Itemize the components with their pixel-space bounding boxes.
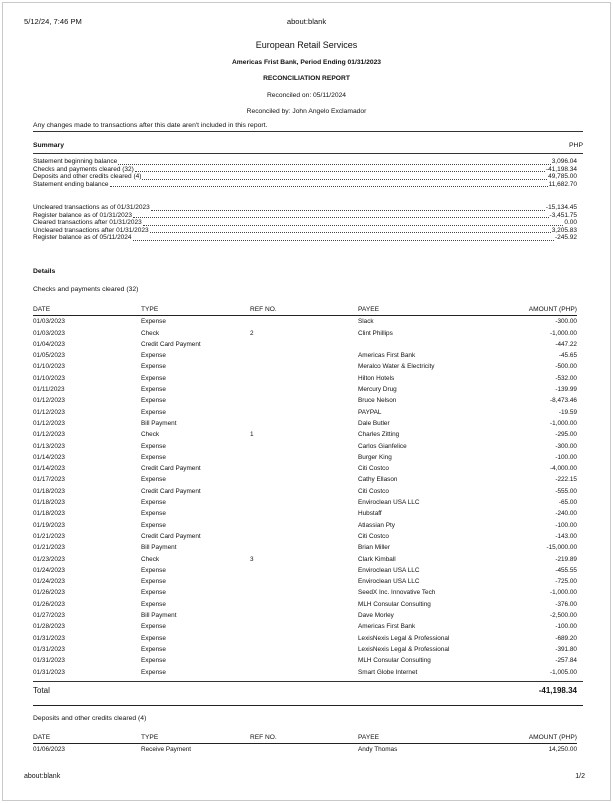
cell-payee: PAYPAL <box>358 408 382 416</box>
cell-type: Expense <box>141 578 166 586</box>
print-datetime: 5/12/24, 7:46 PM <box>24 17 82 26</box>
report-title: RECONCILIATION REPORT <box>263 75 350 82</box>
cell-amount: -139.99 <box>555 386 577 394</box>
table-row <box>33 463 577 474</box>
table-row <box>33 373 577 384</box>
cell-amount: -100.00 <box>555 453 577 461</box>
cell-payee: Carlos Gianfelice <box>358 442 407 450</box>
checks-total-row <box>33 686 577 695</box>
cell-payee: Charles Zitting <box>358 431 400 439</box>
cell-amount: -300.00 <box>555 318 577 326</box>
cell-type: Receive Payment <box>141 746 192 754</box>
cell-date: 01/18/2023 <box>33 510 65 518</box>
divider <box>33 153 583 154</box>
cell-date: 01/31/2023 <box>33 645 65 653</box>
table-row <box>33 644 577 655</box>
cell-payee: Enviroclean USA LLC <box>358 566 420 574</box>
col-payee: PAYEE <box>358 306 380 313</box>
summary-value: 3,205.83 <box>551 226 577 234</box>
cell-date: 01/18/2023 <box>33 499 65 507</box>
cell-date: 01/03/2023 <box>33 329 65 337</box>
summary-label: Checks and payments cleared (32) <box>33 165 134 173</box>
cell-type: Bill Payment <box>141 419 177 427</box>
table-row <box>33 542 577 553</box>
cell-type: Credit Card Payment <box>141 340 201 348</box>
cell-type: Credit Card Payment <box>141 532 201 540</box>
cell-payee: Andy Thomas <box>358 746 398 754</box>
cell-ref <box>250 407 358 418</box>
cell-payee: Enviroclean USA LLC <box>358 499 420 507</box>
header-rule <box>33 315 577 316</box>
cell-amount: -300.00 <box>555 442 577 450</box>
cell-type: Expense <box>141 363 166 371</box>
dotted-leader <box>135 166 545 173</box>
cell-ref <box>250 610 358 621</box>
table-row <box>33 565 577 576</box>
cell-ref <box>250 542 358 553</box>
cell-ref <box>250 520 358 531</box>
deposits-section-heading: Deposits and other credits cleared (4) <box>33 715 147 722</box>
cell-ref <box>250 361 358 372</box>
summary-label: Cleared transactions after 01/31/2023 <box>33 219 142 227</box>
cell-amount: -689.20 <box>555 634 577 642</box>
cell-date: 01/12/2023 <box>33 397 65 405</box>
checks-table-body <box>33 316 577 678</box>
summary-row <box>33 166 577 174</box>
cell-ref <box>250 531 358 542</box>
cell-payee: MLH Consular Consulting <box>358 657 431 665</box>
col-date: DATE <box>33 734 51 741</box>
cell-payee: Clark Kimball <box>358 555 396 563</box>
cell-amount: -240.00 <box>555 510 577 518</box>
cell-payee: MLH Consular Consulting <box>358 600 431 608</box>
cell-type: Expense <box>141 589 166 597</box>
cell-payee: Atlassian Pty <box>358 521 395 529</box>
cell-payee: Americas First Bank <box>358 352 416 360</box>
cell-ref <box>250 452 358 463</box>
cell-date: 01/26/2023 <box>33 600 65 608</box>
cell-type: Expense <box>141 442 166 450</box>
dotted-leader <box>151 204 545 211</box>
summary-row <box>33 158 577 166</box>
summary-value: 3,096.04 <box>551 158 577 165</box>
checks-section-heading: Checks and payments cleared (32) <box>33 286 139 293</box>
cell-type: Bill Payment <box>141 612 177 620</box>
table-row <box>33 508 577 519</box>
summary-currency: PHP <box>569 142 583 149</box>
cell-type: Expense <box>141 600 166 608</box>
cell-date: 01/14/2023 <box>33 453 65 461</box>
cell-amount: -1,000.00 <box>549 419 577 427</box>
cell-payee: Americas First Bank <box>358 623 416 631</box>
cell-date: 01/10/2023 <box>33 363 65 371</box>
cell-ref <box>250 441 358 452</box>
cell-ref <box>250 339 358 350</box>
cell-payee: LexisNexis Legal & Professional <box>358 645 450 653</box>
deposits-table-body <box>33 744 577 755</box>
summary-label: Register balance as of 05/11/2024 <box>33 234 132 242</box>
table-row <box>33 655 577 666</box>
total-label: Total <box>33 686 50 695</box>
cell-payee: Mercury Drug <box>358 386 397 394</box>
cell-date: 01/24/2023 <box>33 578 65 586</box>
table-row <box>33 429 577 440</box>
cell-type: Expense <box>141 386 166 394</box>
summary-label: Register balance as of 01/31/2023 <box>33 211 133 219</box>
dotted-leader <box>133 234 554 241</box>
table-row <box>33 395 577 406</box>
cell-amount: -257.84 <box>555 657 577 665</box>
summary-value: -245.92 <box>554 234 577 242</box>
cell-type: Expense <box>141 566 166 574</box>
table-row <box>33 486 577 497</box>
cell-ref <box>250 486 358 497</box>
dotted-leader <box>133 212 549 219</box>
cell-amount: -45.65 <box>558 352 577 360</box>
cell-date: 01/31/2023 <box>33 634 65 642</box>
summary-row <box>33 219 577 227</box>
cell-date: 01/31/2023 <box>33 657 65 665</box>
table-row <box>33 599 577 610</box>
cell-type: Expense <box>141 623 166 631</box>
cell-ref <box>250 655 358 666</box>
cell-type: Expense <box>141 645 166 653</box>
cell-payee: Smart Globe Internet <box>358 668 418 676</box>
cell-amount: -8,473.46 <box>549 397 577 405</box>
checks-table <box>33 304 577 678</box>
cell-amount: -725.00 <box>555 578 577 586</box>
cell-amount: -100.00 <box>555 521 577 529</box>
summary-label: Uncleared transactions as of 01/31/2023 <box>33 204 150 211</box>
cell-type: Expense <box>141 657 166 665</box>
divider <box>33 131 583 132</box>
summary-value: -15,134.45 <box>545 204 577 211</box>
cell-date: 01/21/2023 <box>33 544 65 552</box>
summary-value: 49,785.00 <box>548 173 577 181</box>
cell-payee: Cathy Ellason <box>358 476 398 484</box>
summary-row <box>33 234 577 242</box>
cell-date: 01/18/2023 <box>33 487 65 495</box>
cell-type: Check <box>141 431 160 439</box>
cell-ref <box>250 395 358 406</box>
table-header <box>33 304 577 315</box>
cell-amount: -143.00 <box>555 532 577 540</box>
cell-type: Expense <box>141 510 166 518</box>
cell-ref <box>250 463 358 474</box>
cell-payee: Clint Phillips <box>358 329 393 337</box>
summary-label: Uncleared transactions after 01/31/2023 <box>33 226 149 234</box>
table-row <box>33 474 577 485</box>
col-amount: AMOUNT (PHP) <box>528 306 577 313</box>
cell-date: 01/04/2023 <box>33 340 65 348</box>
cell-ref <box>250 576 358 587</box>
cell-amount: -1,005.00 <box>549 668 577 676</box>
cell-ref <box>250 644 358 655</box>
reconciled-by: Reconciled by: John Angelo Exclamador <box>246 108 367 115</box>
summary-heading: Summary <box>33 142 64 149</box>
cell-ref: 1 <box>250 431 254 439</box>
summary-row <box>33 181 577 189</box>
cell-ref <box>250 497 358 508</box>
col-type: TYPE <box>141 734 159 741</box>
cell-type: Credit Card Payment <box>141 487 201 495</box>
cell-type: Check <box>141 329 160 337</box>
cell-ref <box>250 587 358 598</box>
cell-date: 01/23/2023 <box>33 555 65 563</box>
cell-payee: Brian Miller <box>358 544 390 552</box>
cell-amount: -219.89 <box>555 555 577 563</box>
cell-payee: Bruce Nelson <box>358 397 397 405</box>
cell-amount: -447.22 <box>555 340 577 348</box>
header-rule <box>33 743 577 744</box>
summary-label: Statement ending balance <box>33 180 109 188</box>
cell-type: Credit Card Payment <box>141 465 201 473</box>
table-row <box>33 587 577 598</box>
cell-amount: -455.55 <box>555 566 577 574</box>
cell-ref <box>250 350 358 361</box>
cell-payee: Citi Costco <box>358 532 389 540</box>
summary-row <box>33 212 577 220</box>
cell-payee: Citi Costco <box>358 465 389 473</box>
divider <box>33 681 583 682</box>
table-row <box>33 744 577 755</box>
company-name: European Retail Services <box>255 40 358 50</box>
cell-date: 01/31/2023 <box>33 668 65 676</box>
cell-type: Expense <box>141 499 166 507</box>
cell-amount: -1,000.00 <box>549 329 577 337</box>
cell-date: 01/28/2023 <box>33 623 65 631</box>
page-number: 1/2 <box>575 773 585 780</box>
table-row <box>33 576 577 587</box>
cell-amount: -15,000.00 <box>546 544 577 552</box>
summary-label: Statement beginning balance <box>33 158 118 165</box>
cell-ref: 2 <box>250 329 254 337</box>
cell-ref <box>250 744 358 755</box>
table-row <box>33 621 577 632</box>
table-row <box>33 531 577 542</box>
cell-payee: Slack <box>358 318 374 326</box>
cell-amount: 14,250.00 <box>548 746 577 754</box>
col-type: TYPE <box>141 306 159 313</box>
details-heading: Details <box>33 268 56 275</box>
cell-amount: -4,000.00 <box>549 465 577 473</box>
cell-date: 01/03/2023 <box>33 318 65 326</box>
cell-date: 01/12/2023 <box>33 408 65 416</box>
cell-ref <box>250 633 358 644</box>
col-ref: REF NO. <box>250 306 277 313</box>
account-period: Americas Frist Bank, Period Ending 01/31/2023 <box>231 59 382 66</box>
cell-date: 01/05/2023 <box>33 352 65 360</box>
cell-payee <box>358 339 508 350</box>
table-row <box>33 452 577 463</box>
cell-payee: Dale Butler <box>358 419 390 427</box>
dotted-leader <box>143 219 564 226</box>
cell-amount: -222.15 <box>555 476 577 484</box>
cell-type: Expense <box>141 453 166 461</box>
cell-date: 01/10/2023 <box>33 374 65 382</box>
divider <box>33 705 583 706</box>
cell-type: Check <box>141 555 160 563</box>
table-row <box>33 384 577 395</box>
cell-amount: -295.00 <box>555 431 577 439</box>
cell-ref <box>250 316 358 327</box>
cell-amount: -19.59 <box>558 408 577 416</box>
cell-payee: SeedX Inc. Innovative Tech <box>358 589 436 597</box>
table-row <box>33 407 577 418</box>
cell-type: Expense <box>141 408 166 416</box>
dotted-leader <box>118 158 550 165</box>
summary-row <box>33 173 577 181</box>
summary-value: 0.00 <box>564 219 577 227</box>
summary-row <box>33 204 577 212</box>
cell-type: Bill Payment <box>141 544 177 552</box>
cell-type: Expense <box>141 352 166 360</box>
cell-amount: -100.00 <box>555 623 577 631</box>
cell-amount: -65.00 <box>558 499 577 507</box>
col-amount: AMOUNT (PHP) <box>528 734 577 741</box>
deposits-table <box>33 732 577 756</box>
col-date: DATE <box>33 306 51 313</box>
cell-type: Expense <box>141 476 166 484</box>
table-row <box>33 350 577 361</box>
table-row <box>33 667 577 678</box>
cell-date: 01/12/2023 <box>33 431 65 439</box>
cell-date: 01/27/2023 <box>33 612 65 620</box>
table-row <box>33 361 577 372</box>
cell-amount: -555.00 <box>555 487 577 495</box>
cell-date: 01/12/2023 <box>33 419 65 427</box>
summary-label: Deposits and other credits cleared (4) <box>33 173 142 181</box>
cell-ref <box>250 565 358 576</box>
table-header <box>33 732 577 743</box>
cell-date: 01/11/2023 <box>33 386 65 394</box>
cell-type: Expense <box>141 397 166 405</box>
cell-amount: -391.80 <box>555 645 577 653</box>
table-row <box>33 554 577 565</box>
table-row <box>33 441 577 452</box>
table-row <box>33 520 577 531</box>
cell-payee: Dave Morley <box>358 612 394 620</box>
cell-type: Expense <box>141 374 166 382</box>
cell-ref <box>250 474 358 485</box>
table-row <box>33 418 577 429</box>
dotted-leader <box>142 173 547 180</box>
print-url-footer: about:blank <box>24 773 61 780</box>
cell-amount: -500.00 <box>555 363 577 371</box>
cell-ref <box>250 384 358 395</box>
summary-value: 11,682.70 <box>548 180 577 188</box>
cell-amount: -2,500.00 <box>549 612 577 620</box>
cell-date: 01/14/2023 <box>33 465 65 473</box>
table-row <box>33 339 577 350</box>
total-amount: -41,198.34 <box>538 686 577 695</box>
cell-amount: -1,000.00 <box>549 589 577 597</box>
cell-ref <box>250 373 358 384</box>
table-row <box>33 497 577 508</box>
summary-value: -3,451.75 <box>549 211 577 219</box>
cell-payee: Hilton Hotels <box>358 374 395 382</box>
col-payee: PAYEE <box>358 734 380 741</box>
table-row <box>33 633 577 644</box>
cell-type: Expense <box>141 634 166 642</box>
cell-date: 01/26/2023 <box>33 589 65 597</box>
cell-payee: Enviroclean USA LLC <box>358 578 420 586</box>
cell-payee: Meralco Water & Electricity <box>358 363 435 371</box>
disclaimer-note: Any changes made to transactions after this date aren't included in this report. <box>33 122 268 129</box>
cell-amount: -376.00 <box>555 600 577 608</box>
cell-payee: LexisNexis Legal & Professional <box>358 634 450 642</box>
cell-ref <box>250 667 358 678</box>
cell-ref <box>250 508 358 519</box>
table-row <box>33 316 577 327</box>
cell-ref <box>250 599 358 610</box>
print-url-header: about:blank <box>286 17 327 26</box>
cell-type: Expense <box>141 668 166 676</box>
dotted-leader <box>150 227 551 234</box>
col-ref: REF NO. <box>250 734 277 741</box>
cell-date: 01/21/2023 <box>33 532 65 540</box>
cell-date: 01/24/2023 <box>33 566 65 574</box>
cell-payee: Citi Costco <box>358 487 389 495</box>
cell-payee: Hubstaff <box>358 510 382 518</box>
cell-ref <box>250 418 358 429</box>
cell-ref <box>250 621 358 632</box>
cell-date: 01/06/2023 <box>33 746 65 754</box>
cell-payee: Burger King <box>358 453 392 461</box>
summary-value: -41,198.34 <box>545 165 577 173</box>
cell-date: 01/13/2023 <box>33 442 65 450</box>
dotted-leader <box>110 181 548 188</box>
cell-ref: 3 <box>250 555 254 563</box>
cell-date: 01/19/2023 <box>33 521 65 529</box>
cell-type: Expense <box>141 318 166 326</box>
summary-row <box>33 227 577 235</box>
reconciled-on: Reconciled on: 05/11/2024 <box>266 92 347 99</box>
cell-type: Expense <box>141 521 166 529</box>
table-row <box>33 328 577 339</box>
cell-date: 01/17/2023 <box>33 476 65 484</box>
cell-amount: -532.00 <box>555 374 577 382</box>
table-row <box>33 610 577 621</box>
